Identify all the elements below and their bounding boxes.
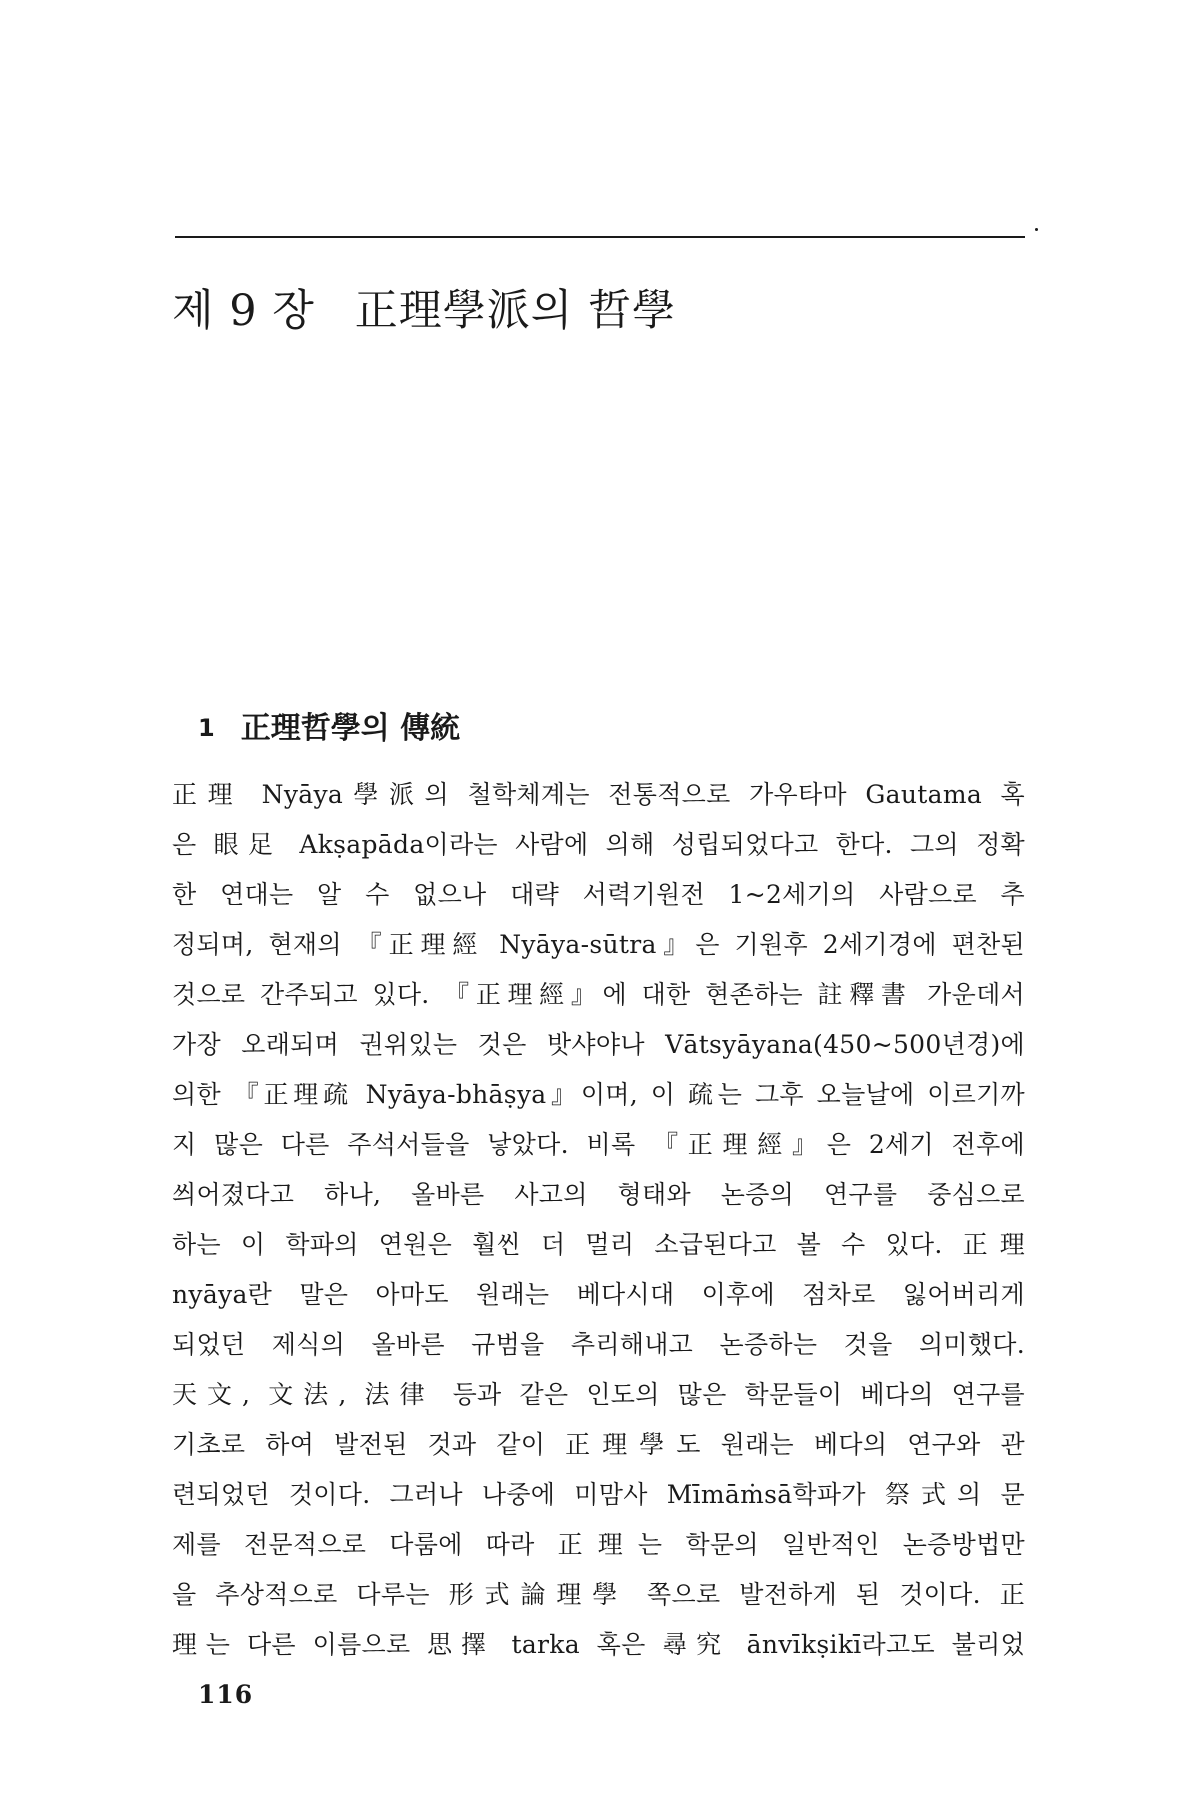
- body-line: 씌어졌다고 하나, 올바른 사고의 형태와 논증의 연구를 중심으로: [172, 1180, 1025, 1209]
- body-line: 天文, 文法, 法律 등과 같은 인도의 많은 학문들이 베다의 연구를: [172, 1380, 1025, 1409]
- body-line: 正理 Nyāya學派의 철학체계는 전통적으로 가우타마 Gautama 혹: [172, 780, 1025, 809]
- body-line: 련되었던 것이다. 그러나 나중에 미맘사 Mīmāṁsā학파가 祭式의 문: [172, 1480, 1025, 1509]
- page-number: 116: [198, 1680, 254, 1709]
- body-line: 의한 『正理疏 Nyāya-bhāṣya』이며, 이 疏는 그후 오늘날에 이르기까: [172, 1080, 1025, 1109]
- section-title: 正理哲學의 傳統: [240, 710, 461, 746]
- body-line: nyāya란 말은 아마도 원래는 베다시대 이후에 점차로 잃어버리게: [172, 1280, 1025, 1309]
- section-number: 1: [198, 713, 215, 742]
- body-line: 한 연대는 알 수 없으나 대략 서력기원전 1~2세기의 사람으로 추: [172, 880, 1025, 909]
- chapter-number-label: 제 9 장: [172, 285, 315, 336]
- body-line: 기초로 하여 발전된 것과 같이 正理學도 원래는 베다의 연구와 관: [172, 1430, 1025, 1459]
- body-line: 하는 이 학파의 연원은 훨씬 더 멀리 소급된다고 볼 수 있다. 正理: [172, 1230, 1025, 1259]
- body-line: 가장 오래되며 권위있는 것은 밧샤야나 Vātsyāyana(450~500년경)에: [172, 1030, 1025, 1059]
- body-line: 지 많은 다른 주석서들을 낳았다. 비록 『正理經』은 2세기 전후에: [172, 1130, 1025, 1159]
- body-line: 되었던 제식의 올바른 규범을 추리해내고 논증하는 것을 의미했다.: [172, 1330, 1025, 1359]
- chapter-heading: [172, 277, 676, 338]
- body-line: 은 眼足 Akṣapāda이라는 사람에 의해 성립되었다고 한다. 그의 정확: [172, 830, 1025, 859]
- body-line: 을 추상적으로 다루는 形式論理學 쪽으로 발전하게 된 것이다. 正: [172, 1580, 1025, 1609]
- body-paragraph: [172, 770, 1025, 1670]
- chapter-top-rule: [175, 236, 1025, 238]
- body-line: 제를 전문적으로 다룸에 따라 正理는 학문의 일반적인 논증방법만: [172, 1530, 1025, 1559]
- rule-end-dot: [1035, 228, 1038, 231]
- body-line: 정되며, 현재의 『正理經 Nyāya-sūtra』은 기원후 2세기경에 편찬된: [172, 930, 1025, 959]
- body-line: 理는 다른 이름으로 思擇 tarka 혹은 尋究 ānvīkṣikī라고도 불리었: [172, 1630, 1025, 1659]
- section-heading: [198, 703, 460, 747]
- body-line: 것으로 간주되고 있다. 『正理經』에 대한 현존하는 註釋書 가운데서: [172, 980, 1025, 1009]
- chapter-title: 正理學派의 哲學: [354, 285, 676, 336]
